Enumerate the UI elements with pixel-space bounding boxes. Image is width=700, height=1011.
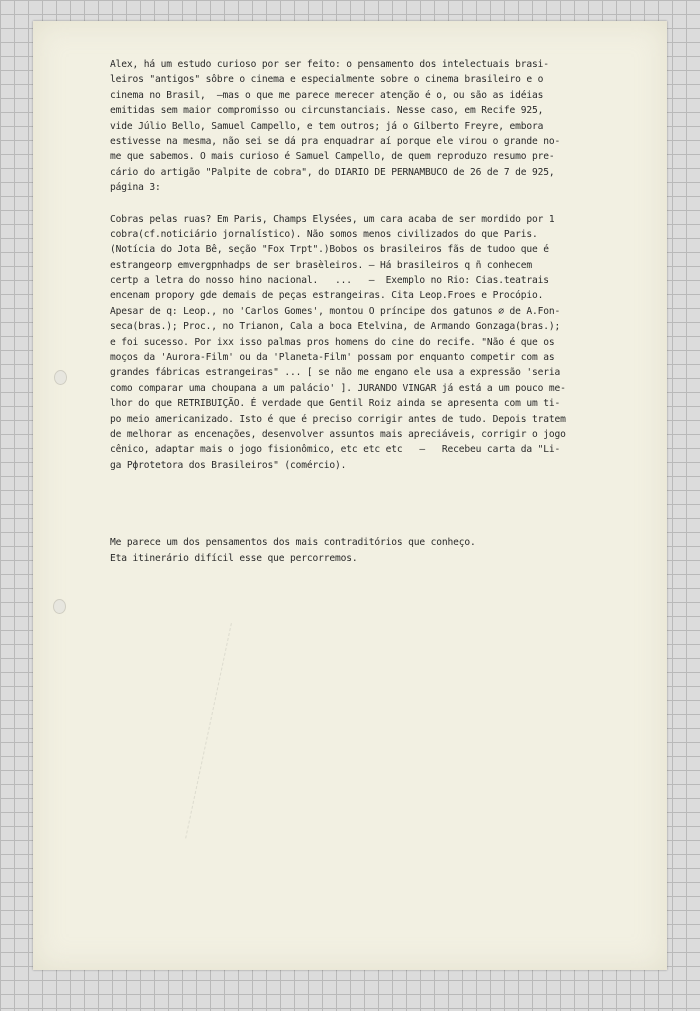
- text-line: Eta itinerário difícil esse que percorremos.: [110, 552, 358, 564]
- text-line: lhor do que RETRIBUIÇÃO. É verdade que Gentil Roiz ainda se apresenta com um ti-: [110, 398, 561, 410]
- text-line: seca(bras.); Proc., no Trianon, Cala a boca Etelvina, de Armando Gonzaga(bras.);: [110, 321, 561, 333]
- text-line: Me parece um dos pensamentos dos mais contraditórios que conheço.: [110, 537, 476, 549]
- text-line: moços da 'Aurora-Film' ou da 'Planeta-Film' possam por enquanto competir com as: [110, 352, 555, 364]
- text-line: cinema no Brasil, —mas o que me parece merecer atenção é o, ou são as idéias: [110, 89, 544, 101]
- text-line: grandes fábricas estrangeiras" ... [ se não me engano ele usa a expressão 'seria: [110, 367, 561, 379]
- text-line: cário do artigão "Palpite de cobra", do DIARIO DE PERNAMBUCO de 26 de 7 de 925,: [110, 166, 555, 178]
- text-line: página 3:: [110, 182, 161, 194]
- text-line: emitidas sem maior compromisso ou circunstanciais. Nesse caso, em Recife 925,: [110, 105, 544, 117]
- text-line: estivesse na mesma, não sei se dá pra enquadrar aí porque ele virou o grande no-: [110, 135, 561, 147]
- text-line: po meio americanizado. Isto é que é preciso corrigir antes de tudo. Depois tratem: [110, 413, 566, 425]
- text-line: (Notícia do Jota Bê, seção "Fox Trpt".)Bobos os brasileiros fãs de tudoo que é: [110, 244, 549, 256]
- paragraph-closing: [110, 535, 630, 566]
- text-line: estrangeorp emvergpnhadps de ser brasèleiros. – Há brasileiros q ñ conhecem: [110, 259, 532, 271]
- text-line: como comparar uma choupana a um palácio' ]. JURANDO VINGAR já está a um pouco me-: [110, 382, 566, 394]
- punch-hole: [53, 599, 66, 614]
- text-line: encenam propory gde demais de peças estrangeiras. Cita Leop.Froes e Procópio.: [110, 290, 544, 302]
- text-line: certp a letra do nosso hino nacional. ... – Exemplo no Rio: Cias.teatrais: [110, 275, 549, 287]
- text-line: de melhorar as encenações, desenvolver assuntos mais apreciáveis, corrigir o jogo: [110, 428, 566, 440]
- text-line: me que sabemos. O mais curioso é Samuel Campello, de quem reproduzo resumo pre-: [110, 151, 555, 163]
- text-line: Apesar de q: Leop., no 'Carlos Gomes', montou O príncipe dos gatunos ∅ de A.Fon-: [110, 305, 561, 317]
- text-line: cobra(cf.noticiário jornalístico). Não somos menos civilizados do que Paris.: [110, 228, 538, 240]
- text-line: cênico, adaptar mais o jogo fisionômico, etc etc etc — Recebeu carta da "Li-: [110, 444, 561, 456]
- text-line: vide Júlio Bello, Samuel Campello, e tem outros; já o Gilberto Freyre, embora: [110, 120, 544, 132]
- paragraph-intro: [110, 57, 630, 196]
- text-line: ga Pфrotetora dos Brasileiros" (comércio).: [110, 459, 347, 471]
- text-line: Alex, há um estudo curioso por ser feito: o pensamento dos intelectuais brasi-: [110, 59, 549, 70]
- text-line: Cobras pelas ruas? Em Paris, Champs Elysées, um cara acaba de ser mordido por 1: [110, 213, 555, 225]
- text-line: e foi sucesso. Por ixx isso palmas pros homens do cine do recife. "Não é que os: [110, 336, 555, 348]
- pencil-mark: [185, 623, 234, 839]
- punch-hole: [54, 370, 67, 385]
- paragraph-summary: [110, 212, 630, 474]
- text-line: leiros "antigos" sôbre o cinema e especialmente sobre o cinema brasileiro e o: [110, 74, 544, 86]
- typed-text-body: [110, 57, 630, 566]
